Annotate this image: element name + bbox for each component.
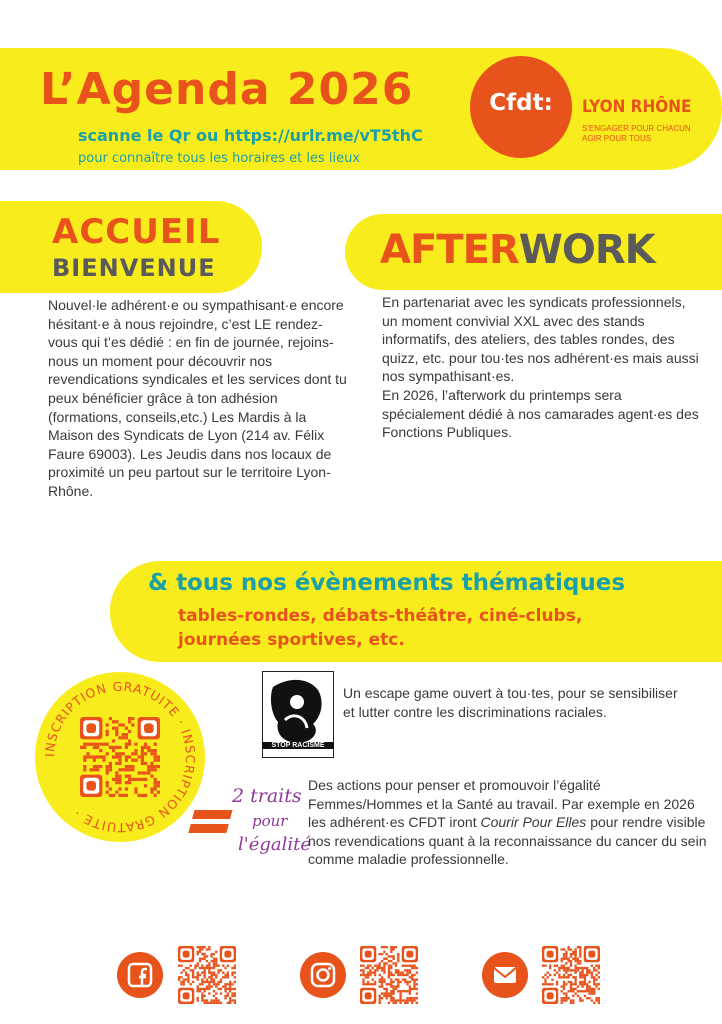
instagram-qr-code[interactable]	[360, 946, 418, 1004]
traits-logo-line-1: 2 traits	[232, 785, 302, 807]
mail-qr-code[interactable]	[542, 946, 600, 1004]
accueil-title: ACCUEIL	[52, 212, 221, 252]
facebook-icon[interactable]	[117, 952, 163, 998]
events-subtitle-1: tables-rondes, débats-théâtre, ciné-clubs,	[178, 606, 583, 626]
tagline-line-2: AGIR POUR TOUS	[582, 134, 652, 143]
courir-pour-elles: Courir Pour Elles	[480, 814, 587, 831]
mail-icon[interactable]	[482, 952, 528, 998]
egalite-text	[308, 776, 708, 869]
traits-logo-line-3: l'égalité	[238, 834, 312, 855]
egalite-text-2: pour rendre visible nos revendications quant à la reconnaissance du cancer du sein comme maladie professionnelle.	[308, 814, 707, 868]
afterwork-title-work: WORK	[518, 227, 655, 273]
region-name: LYON RHÔNE	[582, 97, 692, 117]
inscription-ring-text: INSCRIPTION GRATUITE · INSCRIPTION GRATUITE ·	[41, 678, 199, 836]
inscription-qr-badge[interactable]	[35, 672, 205, 842]
cfdt-logo-text: Cfdt:	[489, 90, 553, 116]
header-subtitle: pour connaître tous les horaires et les lieux	[78, 151, 361, 166]
accueil-paragraph: Nouvel·le adhérent·e ou sympathisant·e encore hésitant·e à nous rejoindre, c’est LE rendez-vous qui t’es dédié : en fin de journée, rejoins-nous un moment pour découvrir nos revendications syndicales et les services dont tu peux bénéficier grâce à ton adhésion (formations, conseils,etc.) Les Mardis à la Maison des Syndicats de Lyon (214 av. Félix Faure 69003). Les Jeudis dans nos locaux de proximité un peu partout sur le territoire Lyon-Rhône.	[48, 297, 347, 499]
traits-logo-line-2: pour	[252, 812, 288, 830]
afterwork-text-2: En 2026, l’afterwork du printemps sera spécialement dédié à nos camarades agent·es des Fonctions Publiques.	[382, 386, 699, 441]
afterwork-title	[380, 227, 655, 273]
afterwork-text-1: En partenariat avec les syndicats professionnels, un moment convivial XXL avec des stands informatifs, des ateliers, des tables rondes, des quizz, etc. pour tou·tes nos adhérent·es mais aussi nos sympathisant·es.	[382, 294, 699, 385]
events-subtitle-2: journées sportives, etc.	[178, 630, 405, 650]
facebook-qr-code[interactable]	[178, 946, 236, 1004]
afterwork-paragraph	[382, 293, 700, 442]
inscription-qr-code	[80, 717, 160, 797]
deux-traits-logo	[200, 782, 312, 862]
escape-game-text: Un escape game ouvert à tou·tes, pour se sensibiliser et lutter contre les discriminations raciales.	[343, 685, 678, 720]
qr-badge-graphic	[35, 672, 205, 842]
bienvenue-title: BIENVENUE	[52, 254, 216, 282]
afterwork-title-after: AFTER	[380, 227, 519, 273]
instagram-icon[interactable]	[300, 952, 346, 998]
page-title: L’Agenda 2026	[40, 64, 414, 115]
tagline-line-1: S'ENGAGER POUR CHACUN	[582, 124, 691, 133]
events-title: & tous nos évènements thématiques	[148, 570, 626, 596]
stop-racisme-label: STOP RACISME	[262, 742, 334, 749]
qr-link-text[interactable]: scanne le Qr ou https://urlr.me/vT5thC	[78, 126, 423, 145]
egalite-text-1: Des actions pour penser et promouvoir l’égalité Femmes/Hommes et la Santé au travail. Par exemple en 2026 les adhérent·es CFDT iront	[308, 777, 695, 831]
